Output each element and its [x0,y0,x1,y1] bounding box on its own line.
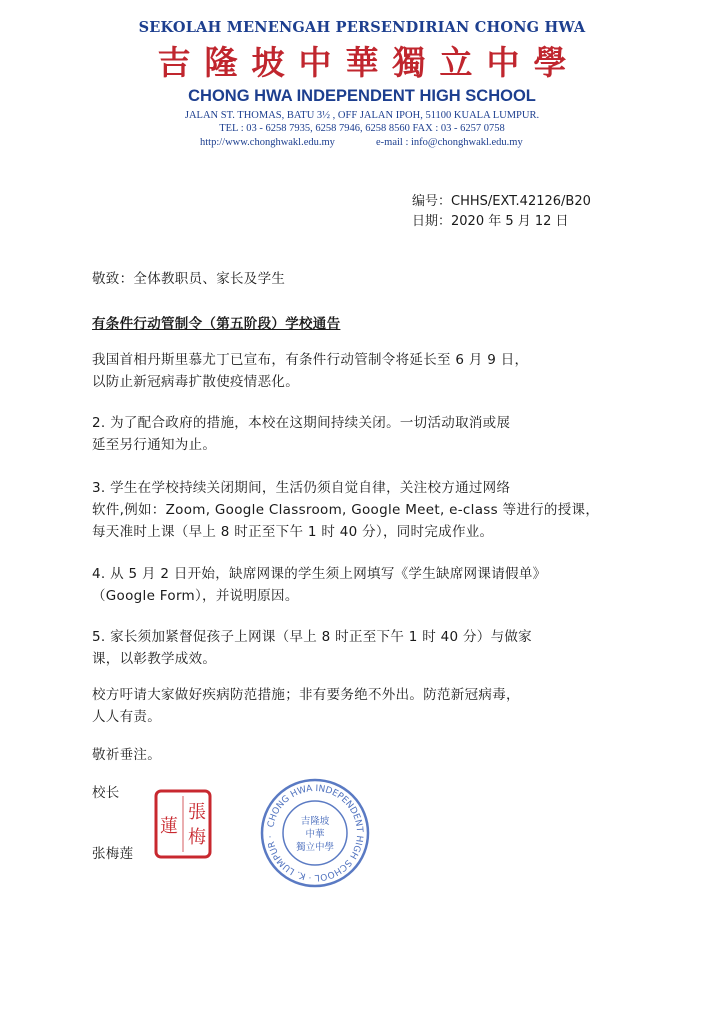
signer-title: 校长 [92,785,120,801]
paragraph-closing-advice: 校方吁请大家做好疾病防范措施；非有要务绝不外出。防范新冠病毒， 人人有责。 [92,687,520,725]
school-website-link[interactable]: http://www.chonghwakl.edu.my [200,137,335,148]
seal-ring-text: CHONG HWA INDEPENDENT HIGH SCHOOL · K. LUMPUR · [266,783,365,883]
seal-center-line-1: 吉隆坡 [300,816,330,827]
signer-name: 张梅莲 [92,846,134,862]
salutation: 敬致：全体教职员、家长及学生 [92,271,286,287]
school-email-link[interactable]: e-mail : info@chonghwakl.edu.my [376,137,523,148]
school-chinese-name: 吉隆坡中華獨立中學 [157,43,581,82]
closing-phrase: 敬祈垂注。 [92,747,161,763]
school-malay-name: SEKOLAH MENENGAH PERSENDIRIAN CHONG HWA [138,19,586,36]
paragraph-2: 2. 为了配合政府的措施，本校在这期间持续关闭。一切活动取消或展 延至另行通知为止。 [92,415,511,453]
paragraph-4: 4. 从 5 月 2 日开始，缺席网课的学生须上网填写《学生缺席网课请假单》 （Google Form），并说明原因。 [92,566,547,604]
school-address: JALAN ST. THOMAS, BATU 3½ , OFF JALAN IPOH, 51100 KUALA LUMPUR. [184,110,540,121]
paragraph-3: 3. 学生在学校持续关闭期间，生活仍须自觉自律，关注校方通过网络 软件,例如：Zoom, Google Classroom, Google Meet, e-class 等进行的授课， 每天准时上课（早上 8 时正至下午 1 时 40 分），同时完成作业。 [92,480,600,540]
reference-number: 编号：CHHS/EXT.42126/B20 [412,194,591,209]
seal-center-line-3: 獨立中學 [295,842,335,853]
seal-center-line-2: 中華 [305,829,325,840]
seal-char-1: 張 [188,802,206,823]
seal-char-3: 蓮 [160,816,178,837]
school-tel-fax: TEL : 03 - 6258 7935, 6258 7946, 6258 8560 FAX : 03 - 6257 0758 [219,123,505,134]
seal-char-2: 梅 [188,827,206,848]
school-english-name: CHONG HWA INDEPENDENT HIGH SCHOOL [188,87,536,105]
paragraph-5: 5. 家长须加紧督促孩子上网课（早上 8 时正至下午 1 时 40 分）与做家 课，以彰教学成效。 [92,629,532,667]
letter-date: 日期：2020 年 5 月 12 日 [412,214,569,229]
notice-title: 有条件行动管制令（第五阶段）学校通告 [92,316,341,332]
principal-signature-seal [153,788,213,860]
school-official-seal [259,777,371,889]
paragraph-intro: 我国首相丹斯里慕尤丁已宣布，有条件行动管制令将延长至 6 月 9 日， 以防止新冠病毒扩散使疫情恶化。 [92,352,529,390]
